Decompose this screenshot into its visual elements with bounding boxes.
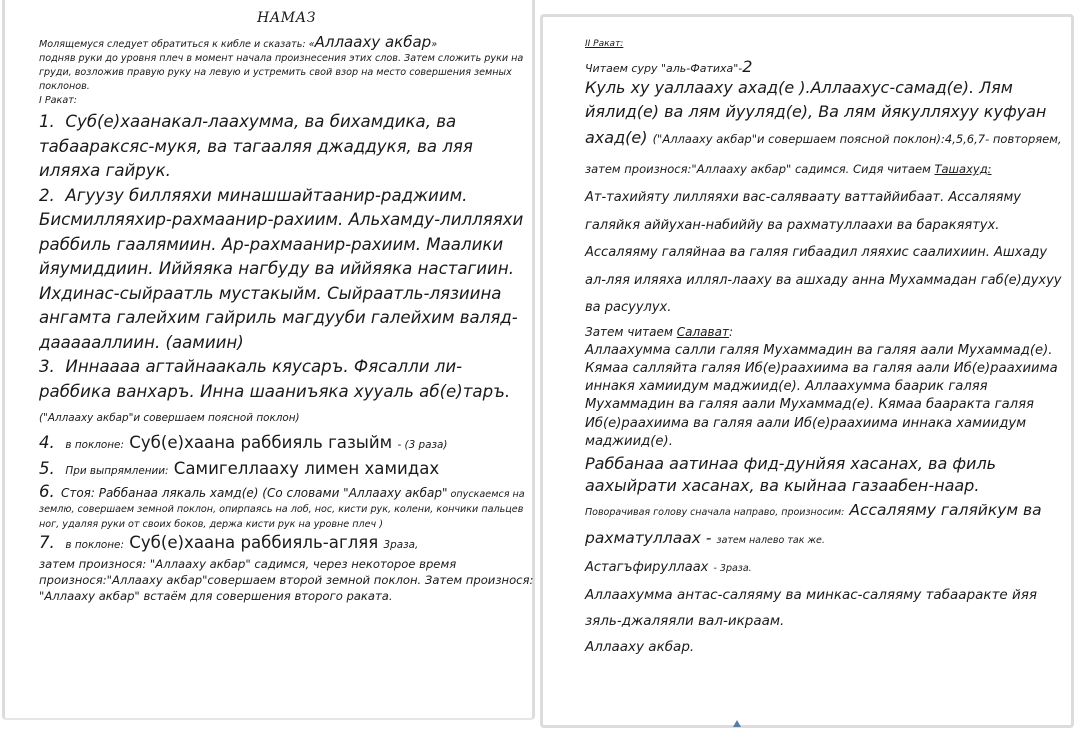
right-page-content (585, 37, 1070, 660)
salam-note: затем налево так же. (716, 535, 825, 547)
step-2 (39, 184, 534, 356)
salawat-heading (585, 322, 1070, 342)
fatiha-text: Читаем суру "аль-Фатиха"- (585, 62, 743, 75)
document-page-right (540, 14, 1074, 728)
step-note: опускаемся на землю, совершаем земной поклон, опирпаясь на лоб, нос, кисти рук, колени, кончики пальцев ног, удаляя руки от своих боков, держа кисти рук на уровне плеч ) (39, 488, 525, 530)
document-page-left (2, 0, 535, 720)
final-takbir: Аллааху акбар. (585, 639, 695, 656)
step-text: Суб(е)хаана раббияль газыйм (129, 432, 393, 452)
intro-body: подняв руки до уровня плеч в момент начала произнесения этих слов. Затем сложить руки на груди, возложив правую руку на левую и устремить свой взор на место совершения земных поклонов. (39, 53, 524, 92)
tashahhud-text: Ат-тахийяту лилляяхи вас-салявaату ваттаййибаат. Ассаляяму галяйкя аййухан-набиййу ва рахматуллаахи ва баракяятух. Ассаляяму галяйнаа ва галяя гибаадил ляяхис саалихиин. Ашхаду ал-ляя иляяха иллял-лааху ва ашхаду анна Мухаммадан габ(е)духуу ва расуулух. (585, 190, 1062, 315)
step-text: Иннаааа агтайнаакаль кяусаръ. Фясалли ли-раббика ванхаръ. Инна шааниъяка хууаль аб(е)таръ. (39, 357, 511, 401)
ikhlas-text: Куль ху уаллааху ахад(е ).Аллаахус-самад(е). Лям йялид(е) ва лям йууляд(е), Ва лям йякулляхуу куфуан ахад(е) (585, 78, 1047, 147)
step-number: 5. (39, 459, 55, 478)
step-5 (39, 457, 534, 484)
step-text: Суб(е)хаана раббияль-агляя (129, 532, 379, 552)
rakat-2-label (585, 37, 1070, 51)
step-text: Самигеллааху лимен хамидах (173, 459, 440, 478)
cursor-marker-icon (733, 720, 741, 727)
rakat-1-label: I Ракат: (39, 95, 78, 106)
closing-dua: Аллаахумма антас-саляяму ва минкас-саляяму табаaракте йяя зяль-джаляяли вал-икраам. (585, 587, 1038, 630)
tashahhud-label: Ташахуд: (934, 162, 992, 176)
rakat-2-label-text: II Ракат: (585, 39, 624, 49)
intro-takbir: Аллааху акбар (314, 33, 432, 51)
step-7-continuation: затем произнося: "Аллааху акбар" садимся, через некоторое время произнося:"Аллааху акбар"совершаем второй земной поклон. Затем произнося: "Аллааху акбар" встаём для совершения второго раката. (39, 556, 534, 603)
salam-paragraph (585, 497, 1070, 553)
step-text: Стоя: Раббанаа лякаль хамд(е) (Со словами "Аллааху акбар" (60, 485, 448, 500)
step-label: в поклоне: (65, 438, 124, 451)
step-1 (39, 110, 534, 184)
salam-text: Ассаляяму галяйкум ва рахматуллаах - (585, 501, 1042, 548)
rabbana-text: Раббанаа аатинаа фид-дунйяя хасанах, ва филь аахыйрати хасанах, ва кыйнаа газаабен-наар. (585, 454, 997, 496)
step-note: 3раза, (383, 538, 419, 551)
ikhlas-paragraph (585, 76, 1070, 184)
step-number: 7. (39, 532, 55, 552)
salawat-suffix: : (728, 324, 733, 339)
step-7 (39, 532, 534, 556)
step-label: в поклоне: (65, 538, 124, 551)
step-number: 3. (39, 357, 55, 376)
step-text: Агуузу билляяхи минашшайтаанир-раджиим. Бисмилляяхир-рахмаанир-рахиим. Альхамду-лилляяхи раббиль гаалямиин. Ар-рахмаанир-рахиим. Маалики йяумиддиин. Иййяяка нагбуду ва иййяяка настагиин. Ихдинас-сыйраатль мустакыйм. Сыйраатль-лязиина ангамта галейхим гайриль магдууби галейхим валяд-даааааллиин. (аамиин) (39, 185, 524, 352)
intro-suffix: » (431, 39, 438, 50)
salawat-prefix: Затем читаем (585, 324, 677, 339)
step-number: 2. (39, 185, 55, 205)
document-title: НАМАЗ (257, 10, 316, 26)
step-6 (39, 481, 534, 532)
step-label: При выпрямлении: (65, 465, 169, 477)
step-4 (39, 431, 534, 458)
istighfar-text: Астагъфируллаах (585, 560, 709, 576)
salam-label: Поворачивая голову сначала направо, произносим: (585, 507, 845, 519)
fatiha-number: 2 (742, 57, 753, 76)
step-number: 1. (39, 112, 55, 131)
ikhlas-note: ("Аллааху акбар"и совершаем поясной поклон):4,5,6,7- повторяем, затем произнося:"Аллааху акбар" садимся. Сидя читаем (585, 132, 1062, 176)
fatiha-line (585, 57, 1070, 76)
istighfar-line (585, 553, 1070, 582)
intro-prefix: Молящемуся следует обратиться к кибле и сказать: « (39, 39, 315, 50)
step-note: - (3 раза) (397, 438, 448, 451)
step-3 (39, 355, 534, 431)
salawat-label: Салават (676, 324, 729, 339)
istighfar-note: - 3раза. (713, 563, 752, 575)
salawat-text: Аллаахумма салли галяя Мухаммадин ва галяя аали Мухаммад(е). Кямаа салляйта галяя Иб(е)раахиима ва галяя аали Иб(е)раахиима иннакя хамиидум маджиид(е). Аллаахумма баарик галяя Мухаммадин ва галяя аали Мухаммад(е). Кямаа баарaкта галяя Иб(е)раахиима ва галяя аали Иб(е)раахиима иннака хамиидум маджиид(е). (585, 342, 1058, 449)
step-note: ("Аллааху акбар"и совершаем поясной поклон) (39, 412, 300, 424)
left-page-content (39, 10, 534, 604)
intro-paragraph (39, 32, 534, 52)
step-text: Суб(е)хаанакал-лаахумма, ва бихамдика, ва табаараксяс-мукя, ва тагааляя джаддукя, ва ляя иляяха гайрук. (39, 112, 473, 180)
step-number: 4. (39, 432, 55, 452)
step-number: 6. (39, 481, 55, 501)
